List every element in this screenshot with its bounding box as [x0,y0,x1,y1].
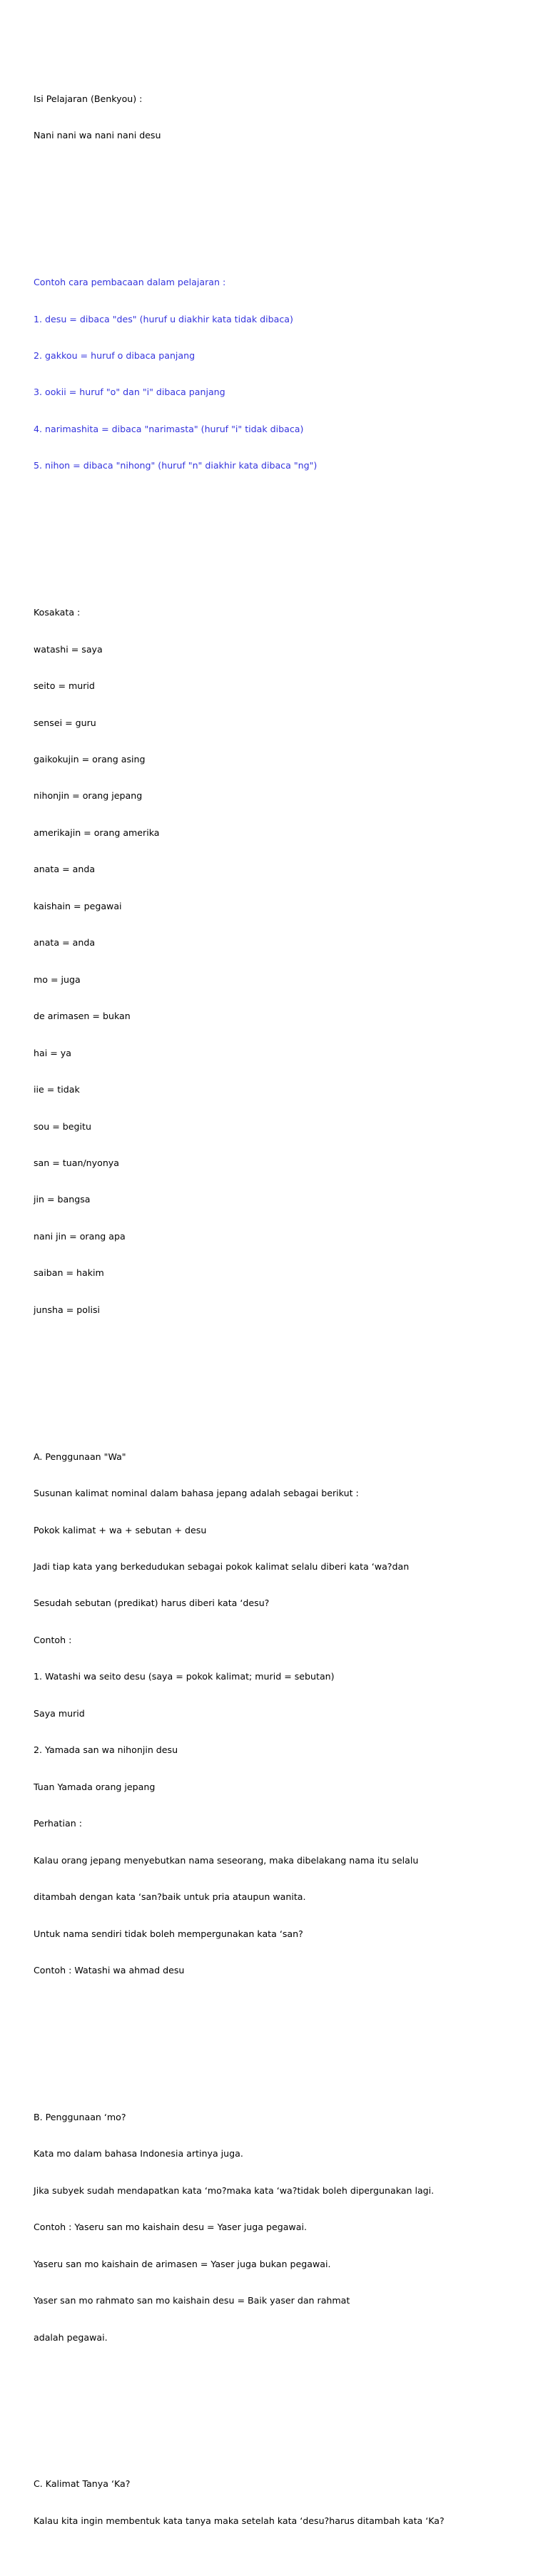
vocabulary-item: mo = juga [34,973,81,985]
section-a-line: Saya murid [34,1707,85,1719]
reading-example: 5. nihon = dibaca "nihong" (huruf "n" diakhir kata dibaca "ng") [34,460,318,471]
vocabulary-item: iie = tidak [34,1084,80,1095]
section-a-line: Pokok kalimat + wa + sebutan + desu [34,1524,207,1535]
vocabulary-block [34,582,533,1340]
vocabulary-item: hai = ya [34,1047,71,1058]
vocabulary-item: nihonjin = orang jepang [34,790,143,802]
reading-example: 4. narimashita = dibaca "narimasta" (huruf "i" tidak dibaca) [34,423,304,434]
section-b-line: Yaseru san mo kaishain de arimasen = Yaser juga bukan pegawai. [34,2258,331,2269]
section-a-line: Jadi tiap kata yang berkedudukan sebagai pokok kalimat selalu diberi kata ʻwa?dan [34,1561,410,1572]
section-a-line: 1. Watashi wa seito desu (saya = pokok kalimat; murid = sebutan) [34,1671,335,1682]
section-b-block [34,2087,533,2368]
spacer [34,1377,533,1389]
section-b-line: adalah pegawai. [34,2331,108,2343]
vocabulary-item: saiban = hakim [34,1267,104,1279]
spacer [34,203,533,215]
section-a-line: Sesudah sebutan (predikat) harus diberi kata ʻdesu? [34,1598,270,1609]
section-a-line: Contoh : Watashi wa ahmad desu [34,1964,185,1976]
section-b-line: Jika subyek sudah mendapatkan kata ʻmo?maka kata ʻwa?tidak boleh dipergunakan lagi. [34,2184,435,2196]
section-c-line: Kalau kita ingin membentuk kata tanya maka setelah kata ʻdesu?harus ditambah kata ʻKa? [34,2515,445,2526]
reading-example: 2. gakkou = huruf o dibaca panjang [34,349,196,361]
reading-examples-heading: Contoh cara pembacaan dalam pelajaran : [34,277,226,288]
section-a-line: Untuk nama sendiri tidak boleh mempergunakan kata ʻsan? [34,1928,303,1939]
section-a-line: Susunan kalimat nominal dalam bahasa jepang adalah sebagai berikut : [34,1488,359,1499]
vocabulary-item: san = tuan/nyonya [34,1157,119,1168]
vocabulary-item: de arimasen = bukan [34,1011,131,1022]
section-a-line: Contoh : [34,1634,72,1645]
section-a-line: ditambah dengan kata ʻsan?baik untuk pria ataupun wanita. [34,1891,306,1903]
vocabulary-heading: Kosakata : [34,607,81,618]
vocabulary-item: jin = bangsa [34,1194,91,1205]
section-b-line: Contoh : Yaseru san mo kaishain desu = Yaser juga pegawai. [34,2222,307,2233]
vocabulary-item: amerikajin = orang amerika [34,827,160,838]
vocabulary-item: seito = murid [34,680,95,692]
reading-example: 1. desu = dibaca "des" (huruf u diakhir kata tidak dibaca) [34,313,293,324]
reading-examples-block [34,252,533,496]
reading-example: 3. ookii = huruf "o" dan "i" dibaca panjang [34,387,225,398]
document-page [34,31,533,2576]
vocabulary-item: watashi = saya [34,643,103,655]
section-a-line: Tuan Yamada orang jepang [34,1781,156,1792]
vocabulary-item: kaishain = pegawai [34,900,122,911]
spacer [34,2038,533,2050]
spacer [34,533,533,545]
section-a-line: 2. Yamada san wa nihonjin desu [34,1744,178,1756]
section-c-block [34,2453,533,2551]
section-b-line: Kata mo dalam bahasa Indonesia artinya juga. [34,2148,243,2160]
vocabulary-item: anata = anda [34,937,96,949]
lesson-heading: Isi Pelajaran (Benkyou) : [34,93,143,104]
spacer [34,2404,533,2416]
section-a-line: Perhatian : [34,1818,82,1829]
vocabulary-item: gaikokujin = orang asing [34,754,146,765]
vocabulary-item: nani jin = orang apa [34,1230,126,1242]
vocabulary-item: junsha = polisi [34,1304,101,1315]
section-b-heading: B. Penggunaan ʻmo? [34,2111,126,2122]
section-a-block [34,1426,533,2000]
vocabulary-item: sensei = guru [34,717,96,728]
section-c-heading: C. Kalimat Tanya ʻKa? [34,2478,131,2490]
section-a-line: Kalau orang jepang menyebutkan nama seseorang, maka dibelakang nama itu selalu [34,1854,419,1866]
lesson-pattern: Nani nani wa nani nani desu [34,130,161,141]
vocabulary-item: sou = begitu [34,1120,91,1132]
section-b-line: Yaser san mo rahmato san mo kaishain desu = Baik yaser dan rahmat [34,2295,350,2306]
intro-block [34,68,533,165]
vocabulary-item: anata = anda [34,864,96,875]
section-a-heading: A. Penggunaan "Wa" [34,1451,126,1462]
